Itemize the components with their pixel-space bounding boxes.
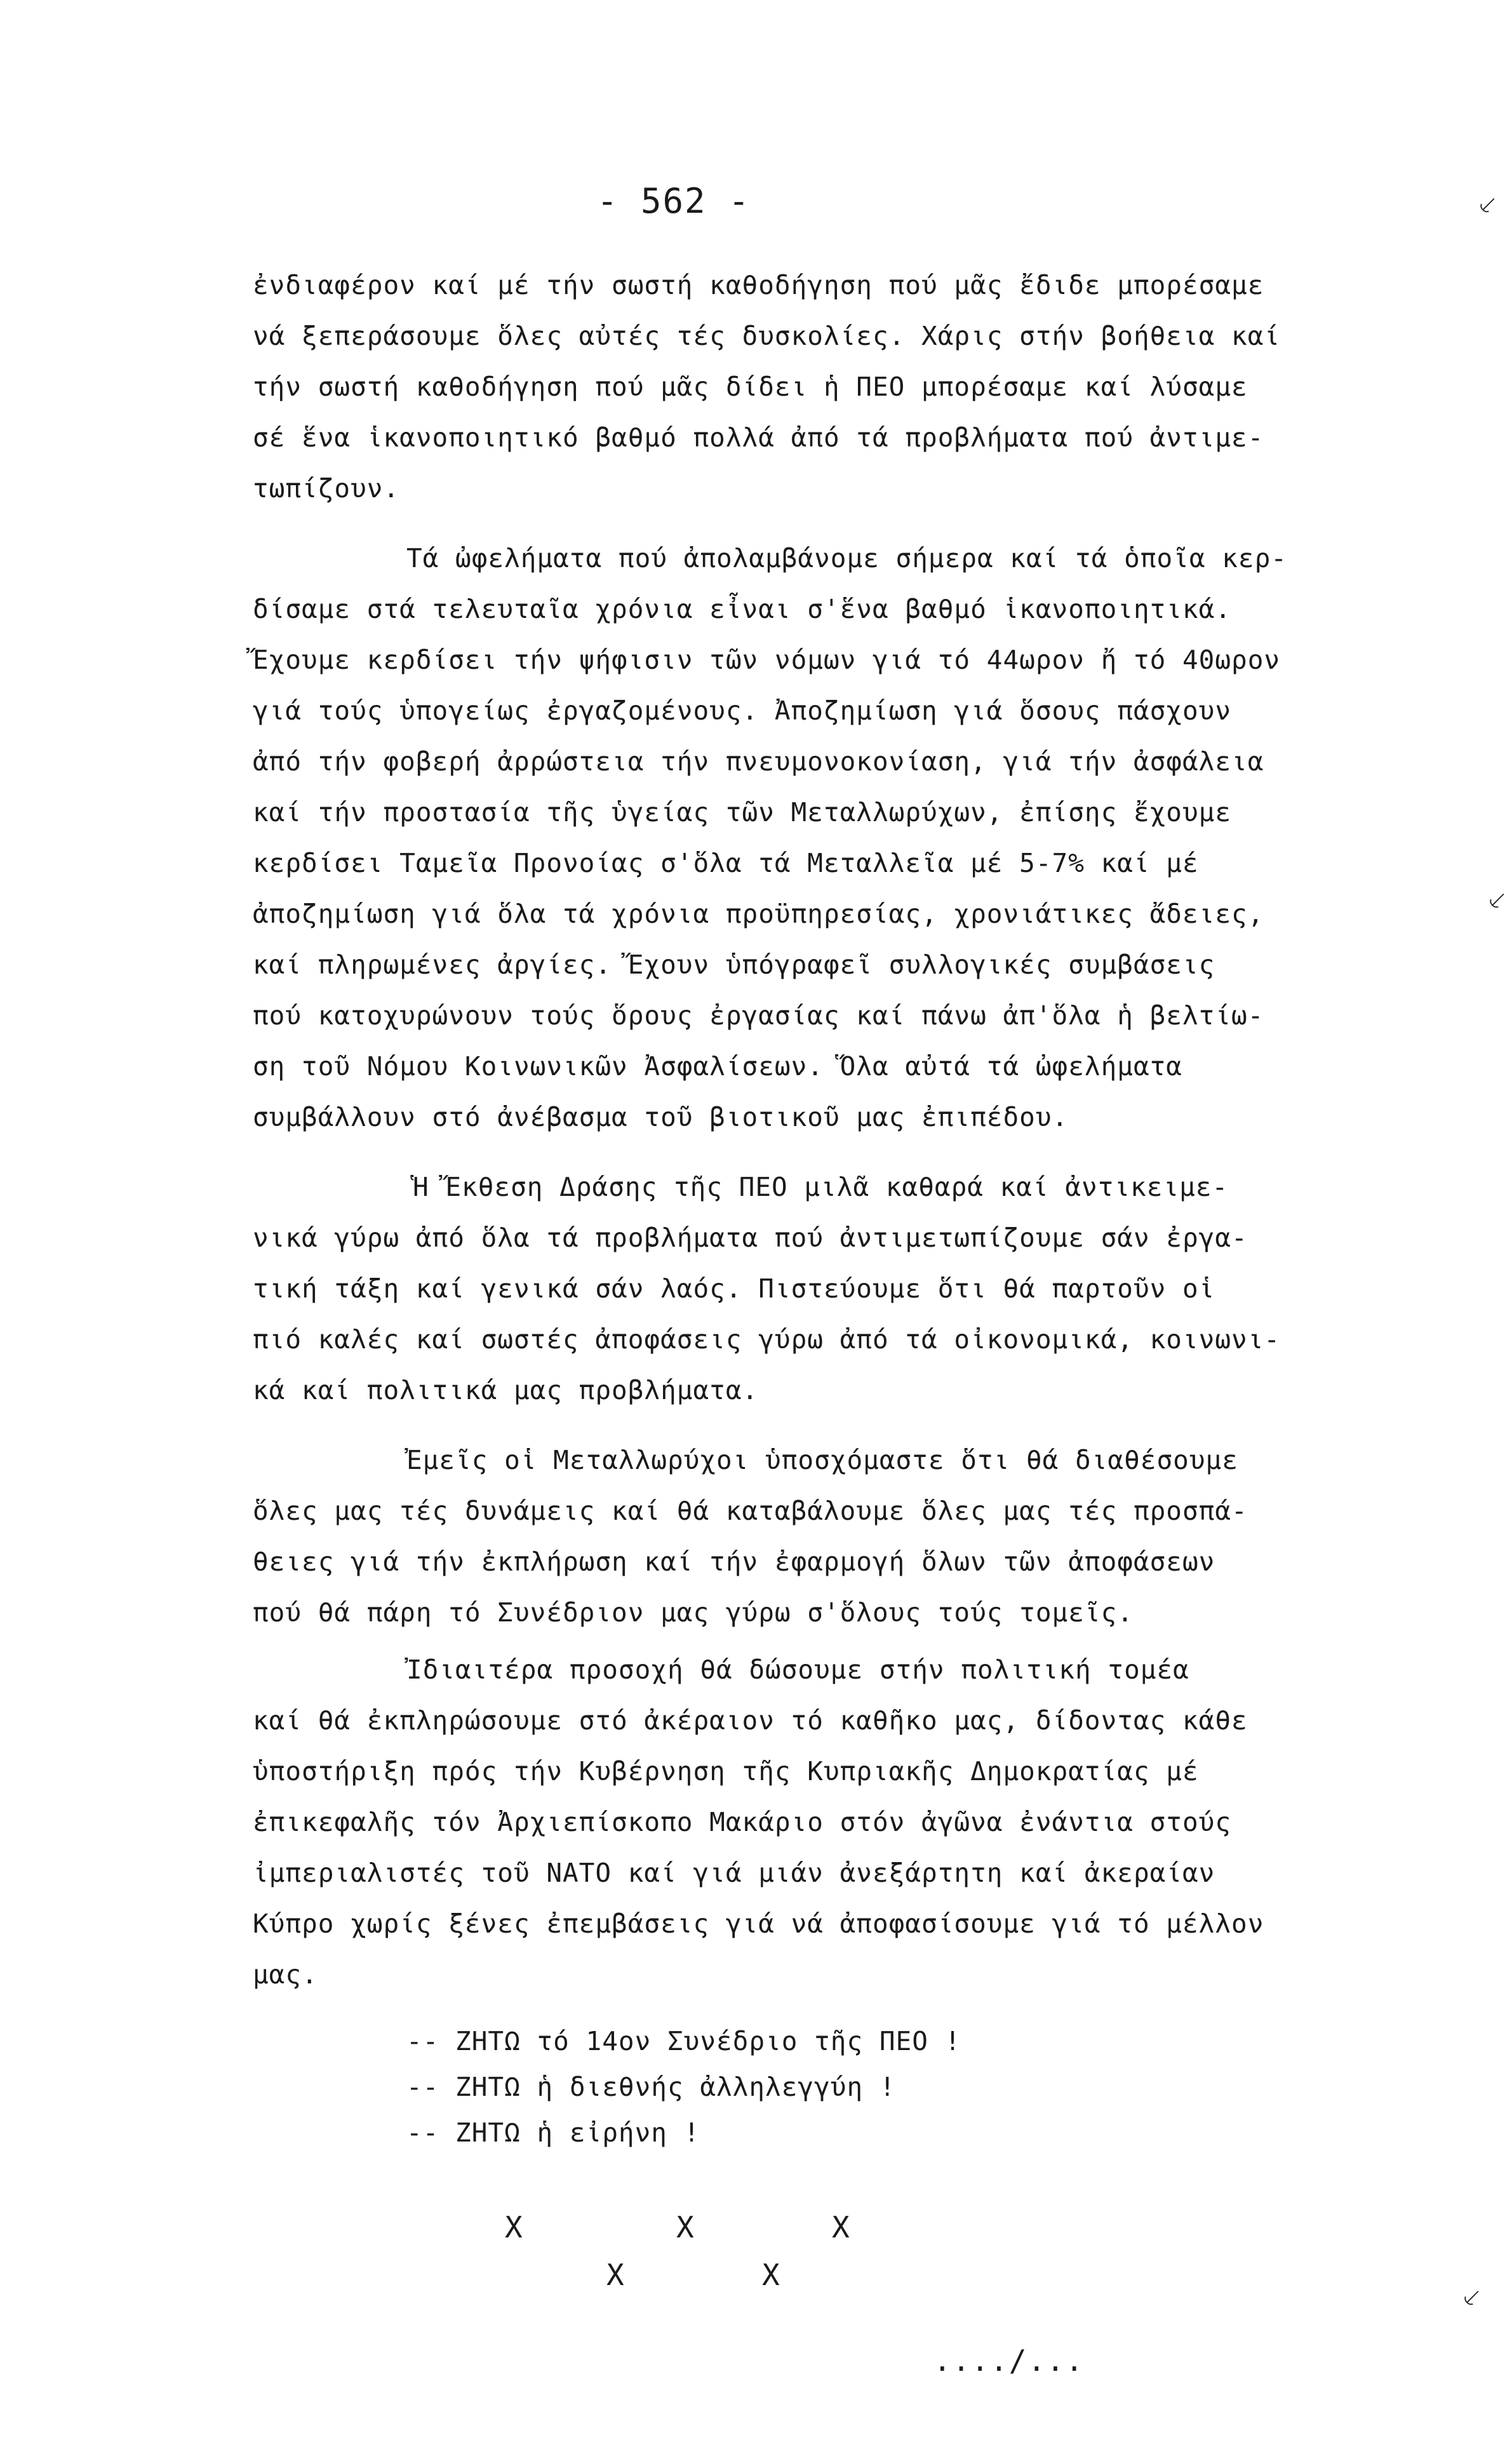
body-line: ὑποστήριξη πρός τήν Κυβέρνηση τῆς Κυπριακῆς Δημοκρατίας μέ xyxy=(253,1756,1199,1787)
continuation-mark: ..../... xyxy=(933,2343,1085,2378)
separator-mark: X xyxy=(762,2258,780,2292)
body-line: κά καί πολιτικά μας προβλήματα. xyxy=(253,1375,759,1405)
body-line: Κύπρο χωρίς ξένες ἐπεμβάσεις γιά νά ἀποφασίσουμε γιά τό μέλλον xyxy=(253,1908,1264,1939)
separator-mark: X xyxy=(606,2258,625,2292)
body-line: κερδίσει Ταμεῖα Προνοίας σ'ὅλα τά Μεταλλεῖα μέ 5-7% καί μέ xyxy=(253,848,1199,878)
body-line: μας. xyxy=(253,1959,318,1990)
slogan: -- ΖΗΤΩ ἡ διεθνής ἀλληλεγγύη ! xyxy=(406,2072,896,2102)
body-line: θειες γιά τήν ἐκπλήρωση καί τήν ἐφαρμογή ὅλων τῶν ἀποφάσεων xyxy=(253,1546,1215,1577)
body-line: ἀπό τήν φοβερή ἀρρώστεια τήν πνευμονοκονίαση, γιά τήν ἀσφάλεια xyxy=(253,746,1264,777)
body-line: Ἔχουμε κερδίσει τήν ψήφισιν τῶν νόμων γιά τό 44ωρον ἤ τό 40ωρον xyxy=(253,645,1281,675)
margin-mark: ⸔ xyxy=(1486,884,1507,916)
slogan: -- ΖΗΤΩ ἡ εἰρήνη ! xyxy=(406,2117,700,2148)
separator-mark: X xyxy=(832,2210,850,2244)
body-line: τήν σωστή καθοδήγηση πού μᾶς δίδει ἡ ΠΕΟ μπορέσαμε καί λύσαμε xyxy=(253,372,1248,402)
body-line: καί θά ἐκπληρώσουμε στό ἀκέραιον τό καθῆκο μας, δίδοντας κάθε xyxy=(253,1705,1248,1736)
body-line: ἰμπεριαλιστές τοῦ ΝΑΤΟ καί γιά μιάν ἀνεξάρτητη καί ἀκεραίαν xyxy=(253,1858,1215,1888)
body-line: καί πληρωμένες ἀργίες. Ἔχουν ὑπόγραφεῖ συλλογικές συμβάσεις xyxy=(253,949,1215,980)
body-line: τωπίζουν. xyxy=(253,473,400,504)
body-line: πού κατοχυρώνουν τούς ὅρους ἐργασίας καί πάνω ἀπ'ὅλα ἡ βελτίω- xyxy=(253,1000,1264,1031)
body-line: γιά τούς ὑπογείως ἐργαζομένους. Ἀποζημίωση γιά ὅσους πάσχουν xyxy=(253,695,1232,726)
body-line: συμβάλλουν στό ἀνέβασμα τοῦ βιοτικοῦ μας ἐπιπέδου. xyxy=(253,1102,1069,1132)
body-line: πού θά πάρη τό Συνέδριον μας γύρω σ'ὅλους τούς τομεῖς. xyxy=(253,1597,1134,1628)
body-line: ἐνδιαφέρον καί μέ τήν σωστή καθοδήγηση πού μᾶς ἔδιδε μπορέσαμε xyxy=(253,270,1264,300)
body-line: ἀποζημίωση γιά ὅλα τά χρόνια προϋπηρεσίας, χρονιάτικες ἄδειες, xyxy=(253,899,1264,929)
body-line: νικά γύρω ἀπό ὅλα τά προβλήματα πού ἀντιμετωπίζουμε σάν ἐργα- xyxy=(253,1223,1248,1253)
body-line: σέ ἕνα ἱκανοποιητικό βαθμό πολλά ἀπό τά προβλήματα πού ἀντιμε- xyxy=(253,422,1264,453)
body-line: δίσαμε στά τελευταῖα χρόνια εἶναι σ'ἕνα βαθμό ἱκανοποιητικά. xyxy=(253,594,1232,624)
body-line: νά ξεπεράσουμε ὅλες αὐτές τές δυσκολίες. Χάρις στήν βοήθεια καί xyxy=(253,321,1281,351)
body-line: Τά ὠφελήματα πού ἀπολαμβάνομε σήμερα καί τά ὁποῖα κερ- xyxy=(406,543,1287,573)
margin-mark: ⸔ xyxy=(1476,189,1497,221)
body-line: ὅλες μας τές δυνάμεις καί θά καταβάλουμε ὅλες μας τές προσπά- xyxy=(253,1496,1248,1526)
slogan: -- ΖΗΤΩ τό 14ον Συνέδριο τῆς ΠΕΟ ! xyxy=(406,2026,961,2056)
body-line: τική τάξη καί γενικά σάν λαός. Πιστεύουμε ὅτι θά παρτοῦν οἱ xyxy=(253,1273,1215,1304)
body-line: πιό καλές καί σωστές ἀποφάσεις γύρω ἀπό τά οἰκονομικά, κοινωνι- xyxy=(253,1324,1281,1355)
body-line: Ἰδιαιτέρα προσοχή θά δώσουμε στήν πολιτική τομέα xyxy=(406,1654,1189,1685)
page-number: - 562 - xyxy=(597,181,751,221)
body-line: Ἐμεῖς οἱ Μεταλλωρύχοι ὑποσχόμαστε ὅτι θά διαθέσουμε xyxy=(406,1445,1238,1475)
margin-mark: ⸔ xyxy=(1461,2281,1482,2314)
body-line: ἐπικεφαλῆς τόν Ἀρχιεπίσκοπο Μακάριο στόν ἀγῶνα ἐνάντια στούς xyxy=(253,1807,1232,1837)
separator-mark: X xyxy=(676,2210,695,2244)
body-line: καί τήν προστασία τῆς ὑγείας τῶν Μεταλλωρύχων, ἐπίσης ἔχουμε xyxy=(253,797,1232,828)
body-line: Ἡ Ἔκθεση Δράσης τῆς ΠΕΟ μιλᾶ καθαρά καί ἀντικειμε- xyxy=(413,1172,1229,1202)
body-line: ση τοῦ Νόμου Κοινωνικῶν Ἀσφαλίσεων. Ὅλα αὐτά τά ὠφελήματα xyxy=(253,1051,1182,1082)
separator-mark: X xyxy=(505,2210,523,2244)
